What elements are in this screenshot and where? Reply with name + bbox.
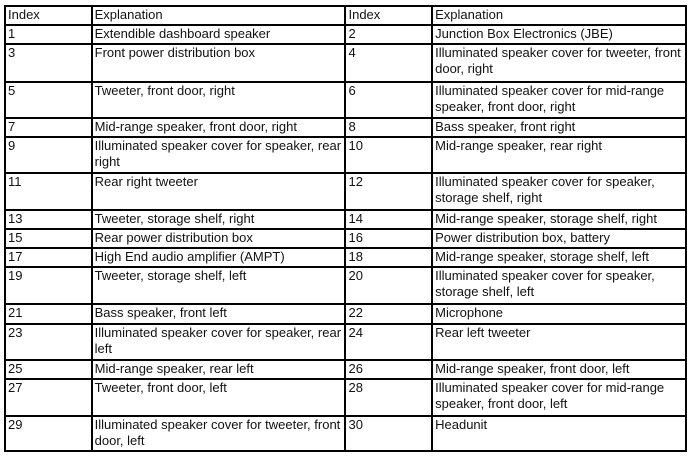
header-index: Index (345, 6, 432, 25)
explanation-cell: Tweeter, storage shelf, left (92, 267, 346, 304)
index-cell: 7 (5, 118, 92, 137)
table-row (5, 229, 686, 248)
table-row (5, 324, 686, 360)
table-row (5, 118, 686, 137)
index-cell: 13 (5, 210, 92, 229)
component-legend-table (4, 5, 687, 452)
explanation-cell: Rear left tweeter (432, 324, 686, 360)
explanation-cell: Rear right tweeter (92, 173, 346, 210)
table-row (5, 173, 686, 210)
table-row (5, 416, 686, 451)
header-row (5, 6, 686, 25)
explanation-cell: Illuminated speaker cover for speaker, rear left (92, 324, 346, 360)
explanation-cell: Illuminated speaker cover for tweeter, front door, right (432, 44, 686, 82)
table-row (5, 137, 686, 173)
explanation-cell: Headunit (432, 416, 686, 451)
explanation-cell: Junction Box Electronics (JBE) (432, 25, 686, 44)
index-cell: 10 (345, 137, 432, 173)
index-cell: 14 (345, 210, 432, 229)
header-explanation: Explanation (92, 6, 346, 25)
index-cell: 25 (5, 360, 92, 379)
explanation-cell: Tweeter, front door, right (92, 82, 346, 118)
index-cell: 8 (345, 118, 432, 137)
explanation-cell: Tweeter, front door, left (92, 379, 346, 416)
index-cell: 9 (5, 137, 92, 173)
explanation-cell: Bass speaker, front left (92, 304, 346, 324)
table-row (5, 379, 686, 416)
explanation-cell: Mid-range speaker, storage shelf, right (432, 210, 686, 229)
table-row (5, 25, 686, 44)
explanation-cell: Mid-range speaker, rear left (92, 360, 346, 379)
index-cell: 23 (5, 324, 92, 360)
explanation-cell: Bass speaker, front right (432, 118, 686, 137)
index-cell: 4 (345, 44, 432, 82)
explanation-cell: Illuminated speaker cover for speaker, storage shelf, left (432, 267, 686, 304)
explanation-cell: Mid-range speaker, front door, left (432, 360, 686, 379)
index-cell: 20 (345, 267, 432, 304)
header-index: Index (5, 6, 92, 25)
explanation-cell: Illuminated speaker cover for tweeter, front door, left (92, 416, 346, 451)
table-row (5, 248, 686, 267)
explanation-cell: Tweeter, storage shelf, right (92, 210, 346, 229)
table-row (5, 210, 686, 229)
index-cell: 29 (5, 416, 92, 451)
index-cell: 26 (345, 360, 432, 379)
index-cell: 16 (345, 229, 432, 248)
index-cell: 11 (5, 173, 92, 210)
explanation-cell: Power distribution box, battery (432, 229, 686, 248)
table-row (5, 82, 686, 118)
index-cell: 3 (5, 44, 92, 82)
explanation-cell: Rear power distribution box (92, 229, 346, 248)
explanation-cell: Mid-range speaker, storage shelf, left (432, 248, 686, 267)
index-cell: 22 (345, 304, 432, 324)
header-explanation: Explanation (432, 6, 686, 25)
index-cell: 27 (5, 379, 92, 416)
table-row (5, 304, 686, 324)
index-cell: 21 (5, 304, 92, 324)
index-cell: 6 (345, 82, 432, 118)
index-cell: 2 (345, 25, 432, 44)
index-cell: 1 (5, 25, 92, 44)
index-cell: 12 (345, 173, 432, 210)
explanation-cell: Front power distribution box (92, 44, 346, 82)
index-cell: 19 (5, 267, 92, 304)
index-cell: 17 (5, 248, 92, 267)
index-cell: 18 (345, 248, 432, 267)
explanation-cell: Extendible dashboard speaker (92, 25, 346, 44)
explanation-cell: Illuminated speaker cover for mid-range speaker, front door, right (432, 82, 686, 118)
index-cell: 30 (345, 416, 432, 451)
table-row (5, 360, 686, 379)
explanation-cell: High End audio amplifier (AMPT) (92, 248, 346, 267)
explanation-cell: Mid-range speaker, front door, right (92, 118, 346, 137)
explanation-cell: Illuminated speaker cover for speaker, storage shelf, right (432, 173, 686, 210)
table-row (5, 44, 686, 82)
table-row (5, 267, 686, 304)
index-cell: 5 (5, 82, 92, 118)
index-cell: 24 (345, 324, 432, 360)
index-cell: 28 (345, 379, 432, 416)
explanation-cell: Mid-range speaker, rear right (432, 137, 686, 173)
explanation-cell: Microphone (432, 304, 686, 324)
explanation-cell: Illuminated speaker cover for speaker, rear right (92, 137, 346, 173)
index-cell: 15 (5, 229, 92, 248)
explanation-cell: Illuminated speaker cover for mid-range speaker, front door, left (432, 379, 686, 416)
